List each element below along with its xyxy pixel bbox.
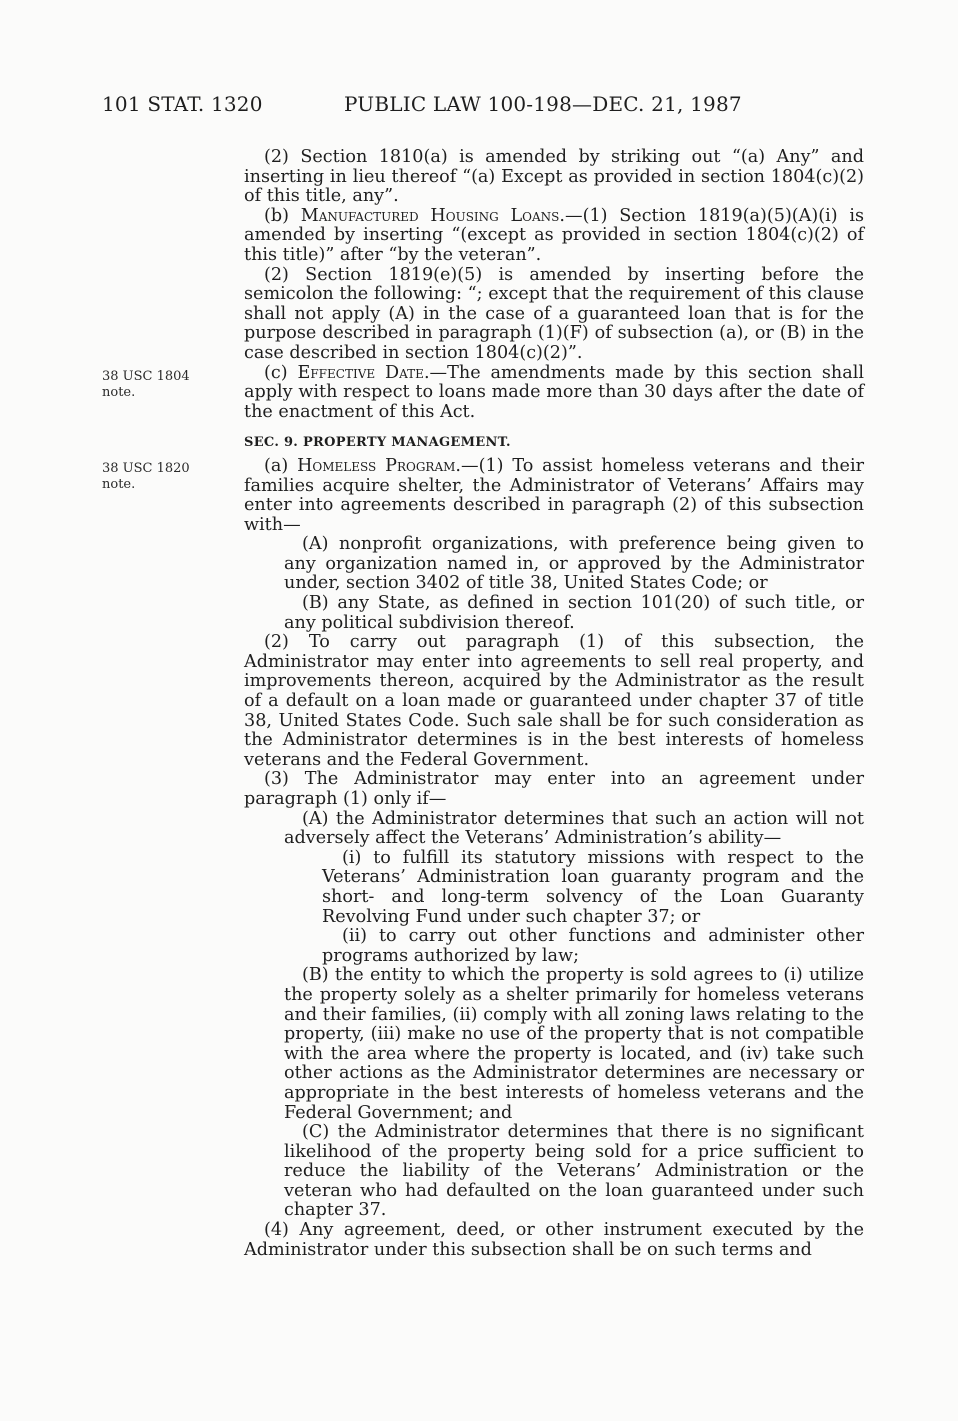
paragraph-3-conditions: (3) The Administrator may enter into an agreement under paragraph (1) only if— (244, 769, 864, 809)
subsection-heading: Effective Date (297, 362, 424, 383)
subsection-heading: Manufactured Housing Loans (300, 205, 560, 226)
public-law-title: PUBLIC LAW 100-198—DEC. 21, 1987 (344, 92, 742, 116)
clause-a-nonprofit: (A) nonprofit organizations, with preference being given to any organization named in, or approved by the Administrator under, section 3402 of title 38, United States Code; or (284, 534, 864, 594)
clause-ii-functions: (ii) to carry out other functions and administer other programs authorized by law; (322, 926, 864, 966)
paragraph-text: .—(1) Section 1819(a)(5)(A)(i) is amended by inserting “(except as provided in section 1804(c)(2) of this title)” after “by the veteran”. (244, 205, 864, 265)
statute-page-number: 101 STAT. 1320 (102, 92, 263, 116)
clause-c-likelihood: (C) the Administrator determines that there is no significant likelihood of the property being sold for a price sufficient to reduce the liability of the Veterans’ Administration or the veteran who had defaulted on the loan guaranteed under such chapter 37. (284, 1122, 864, 1221)
subsection-label: (a) (264, 455, 298, 476)
spacer (244, 422, 864, 427)
margin-note-1820 (102, 461, 222, 493)
margin-note-1804 (102, 369, 222, 401)
paragraph-manufactured-housing (244, 207, 864, 266)
margin-note-label: note. (102, 385, 136, 400)
paragraph-4-agreement: (4) Any agreement, deed, or other instrument executed by the Administrator under this subsection shall be on such terms and (244, 1220, 864, 1260)
margin-note-citation: 38 USC 1820 (102, 461, 190, 476)
subsection-label: (c) (264, 362, 298, 383)
paragraph-effective-date (244, 364, 864, 423)
paragraph-section-1819e: (2) Section 1819(e)(5) is amended by inserting before the semicolon the following: “; except that the requirement of this clause shall not apply (A) in the case of a guaranteed loan that is for the purpose described in paragraph (1)(F) of subsection (a), or (B) in the case described in section 1804(c)(2)”. (244, 264, 864, 363)
clause-b-state: (B) any State, as defined in section 101(20) of such title, or any political subdivision thereof. (284, 593, 864, 633)
clause-a-determination: (A) the Administrator determines that such an action will not adversely affect the Veterans’ Administration’s ability— (284, 808, 864, 849)
clause-i-missions: (i) to fulfill its statutory missions with respect to the Veterans’ Administration loan guaranty program and the short- and long-term solvency of the Loan Guaranty Revolving Fund under such chapter 37; or (322, 847, 864, 927)
paragraph-text: .—(1) To assist homeless veterans and their families acquire shelter, the Administrator of Veterans’ Affairs may enter into agreements described in paragraph (2) of this subsection with— (244, 455, 864, 535)
document-body (244, 148, 864, 1260)
subsection-heading: Homeless Program (297, 455, 456, 476)
section-9-heading: SEC. 9. PROPERTY MANAGEMENT. (244, 435, 511, 451)
paragraph-2-sell-property: (2) To carry out paragraph (1) of this subsection, the Administrator may enter into agreements to sell real property, and improvements thereon, acquired by the Administrator as the result of a default on a loan made or guaranteed under chapter 37 of title 38, United States Code. Such sale shall be for such consideration as the Administrator determines is in the best interests of homeless veterans and the Federal Government. (244, 632, 864, 770)
subsection-label: (b) (264, 205, 301, 226)
clause-b-entity: (B) the entity to which the property is sold agrees to (i) utilize the property solely as a shelter primarily for homeless veterans and their families, (ii) comply with all zoning laws relating to the property, (iii) make no use of the property that is not compatible with the area where the property is located, and (iv) take such other actions as the Administrator determines are necessary or appropriate in the best interests of homeless veterans and the Federal Government; and (284, 965, 864, 1123)
paragraph-section-1810: (2) Section 1810(a) is amended by striking out “(a) Any” and inserting in lieu thereof “(a) Except as provided in section 1804(c)(2) of this title, any”. (244, 147, 864, 207)
paragraph-text: .—The amendments made by this section shall apply with respect to loans made more than 30 days after the date of the enactment of this Act. (244, 362, 864, 422)
margin-note-citation: 38 USC 1804 (102, 369, 190, 384)
paragraph-homeless-program (244, 457, 864, 535)
margin-note-label: note. (102, 477, 136, 492)
